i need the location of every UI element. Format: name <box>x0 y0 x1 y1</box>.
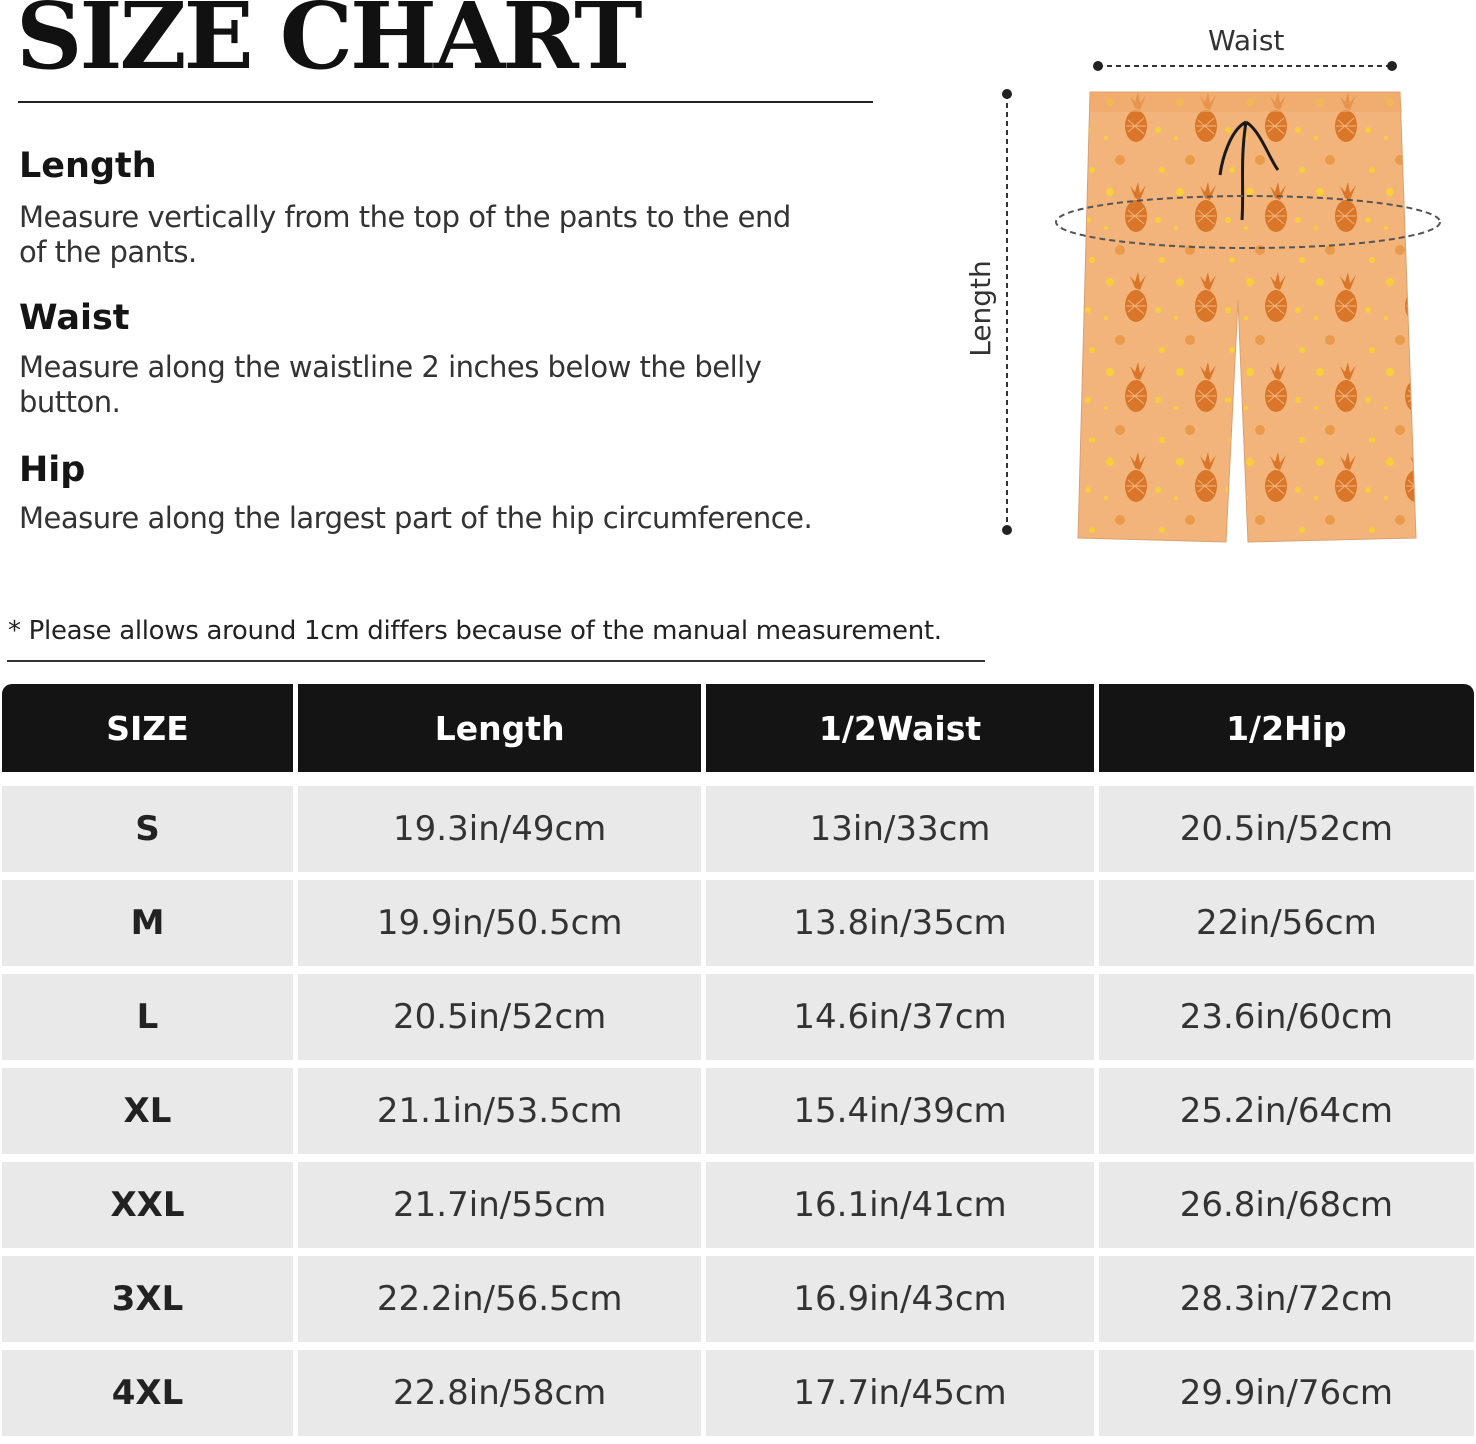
note-divider <box>7 660 985 662</box>
size-cell: S <box>2 786 293 880</box>
half-hip-cell: 25.2in/64cm <box>1099 1068 1474 1162</box>
table-row <box>2 1068 1474 1162</box>
waist-label: Waist <box>1208 24 1285 57</box>
table-row <box>2 1350 1474 1444</box>
half-hip-cell: 28.3in/72cm <box>1099 1256 1474 1350</box>
measurement-note: * Please allows around 1cm differs because of the manual measurement. <box>8 616 942 646</box>
size-cell: 3XL <box>2 1256 293 1350</box>
size-cell: XXL <box>2 1162 293 1256</box>
length-cell: 21.1in/53.5cm <box>298 1068 701 1162</box>
half-waist-cell: 13.8in/35cm <box>706 880 1093 974</box>
measurement-diagram <box>960 0 1476 600</box>
pineapple-shorts-icon <box>960 0 1476 600</box>
half-waist-cell: 16.9in/43cm <box>706 1256 1093 1350</box>
half-hip-cell: 29.9in/76cm <box>1099 1350 1474 1444</box>
size-cell: L <box>2 974 293 1068</box>
length-cell: 19.3in/49cm <box>298 786 701 880</box>
waist-description: Measure along the waistline 2 inches below the belly button. <box>19 350 762 419</box>
length-cell: 21.7in/55cm <box>298 1162 701 1256</box>
half-hip-cell: 23.6in/60cm <box>1099 974 1474 1068</box>
header-size: SIZE <box>2 684 293 772</box>
table-row <box>2 880 1474 974</box>
length-cell: 22.8in/58cm <box>298 1350 701 1444</box>
table-row <box>2 1162 1474 1256</box>
half-hip-cell: 26.8in/68cm <box>1099 1162 1474 1256</box>
table-header-row <box>2 684 1474 772</box>
half-waist-cell: 17.7in/45cm <box>706 1350 1093 1444</box>
half-waist-cell: 15.4in/39cm <box>706 1068 1093 1162</box>
header-length: Length <box>298 684 701 772</box>
length-cell: 20.5in/52cm <box>298 974 701 1068</box>
size-cell: XL <box>2 1068 293 1162</box>
table-row <box>2 974 1474 1068</box>
half-hip-cell: 20.5in/52cm <box>1099 786 1474 880</box>
hip-description: Measure along the largest part of the hip circumference. <box>19 501 813 535</box>
page-title: SIZE CHART <box>16 0 640 90</box>
header-half-waist: 1/2Waist <box>706 684 1093 772</box>
length-heading: Length <box>19 146 157 186</box>
header-half-hip: 1/2Hip <box>1099 684 1474 772</box>
half-waist-cell: 13in/33cm <box>706 786 1093 880</box>
size-table <box>0 684 1476 1444</box>
waist-heading: Waist <box>19 298 130 338</box>
title-divider <box>18 101 873 103</box>
half-waist-cell: 14.6in/37cm <box>706 974 1093 1068</box>
length-description: Measure vertically from the top of the pants to the end of the pants. <box>19 200 791 269</box>
size-cell: 4XL <box>2 1350 293 1444</box>
size-cell: M <box>2 880 293 974</box>
length-label: Length <box>963 260 997 357</box>
table-row <box>2 786 1474 880</box>
half-waist-cell: 16.1in/41cm <box>706 1162 1093 1256</box>
hip-heading: Hip <box>19 450 86 490</box>
length-cell: 19.9in/50.5cm <box>298 880 701 974</box>
half-hip-cell: 22in/56cm <box>1099 880 1474 974</box>
table-row <box>2 1256 1474 1350</box>
length-cell: 22.2in/56.5cm <box>298 1256 701 1350</box>
